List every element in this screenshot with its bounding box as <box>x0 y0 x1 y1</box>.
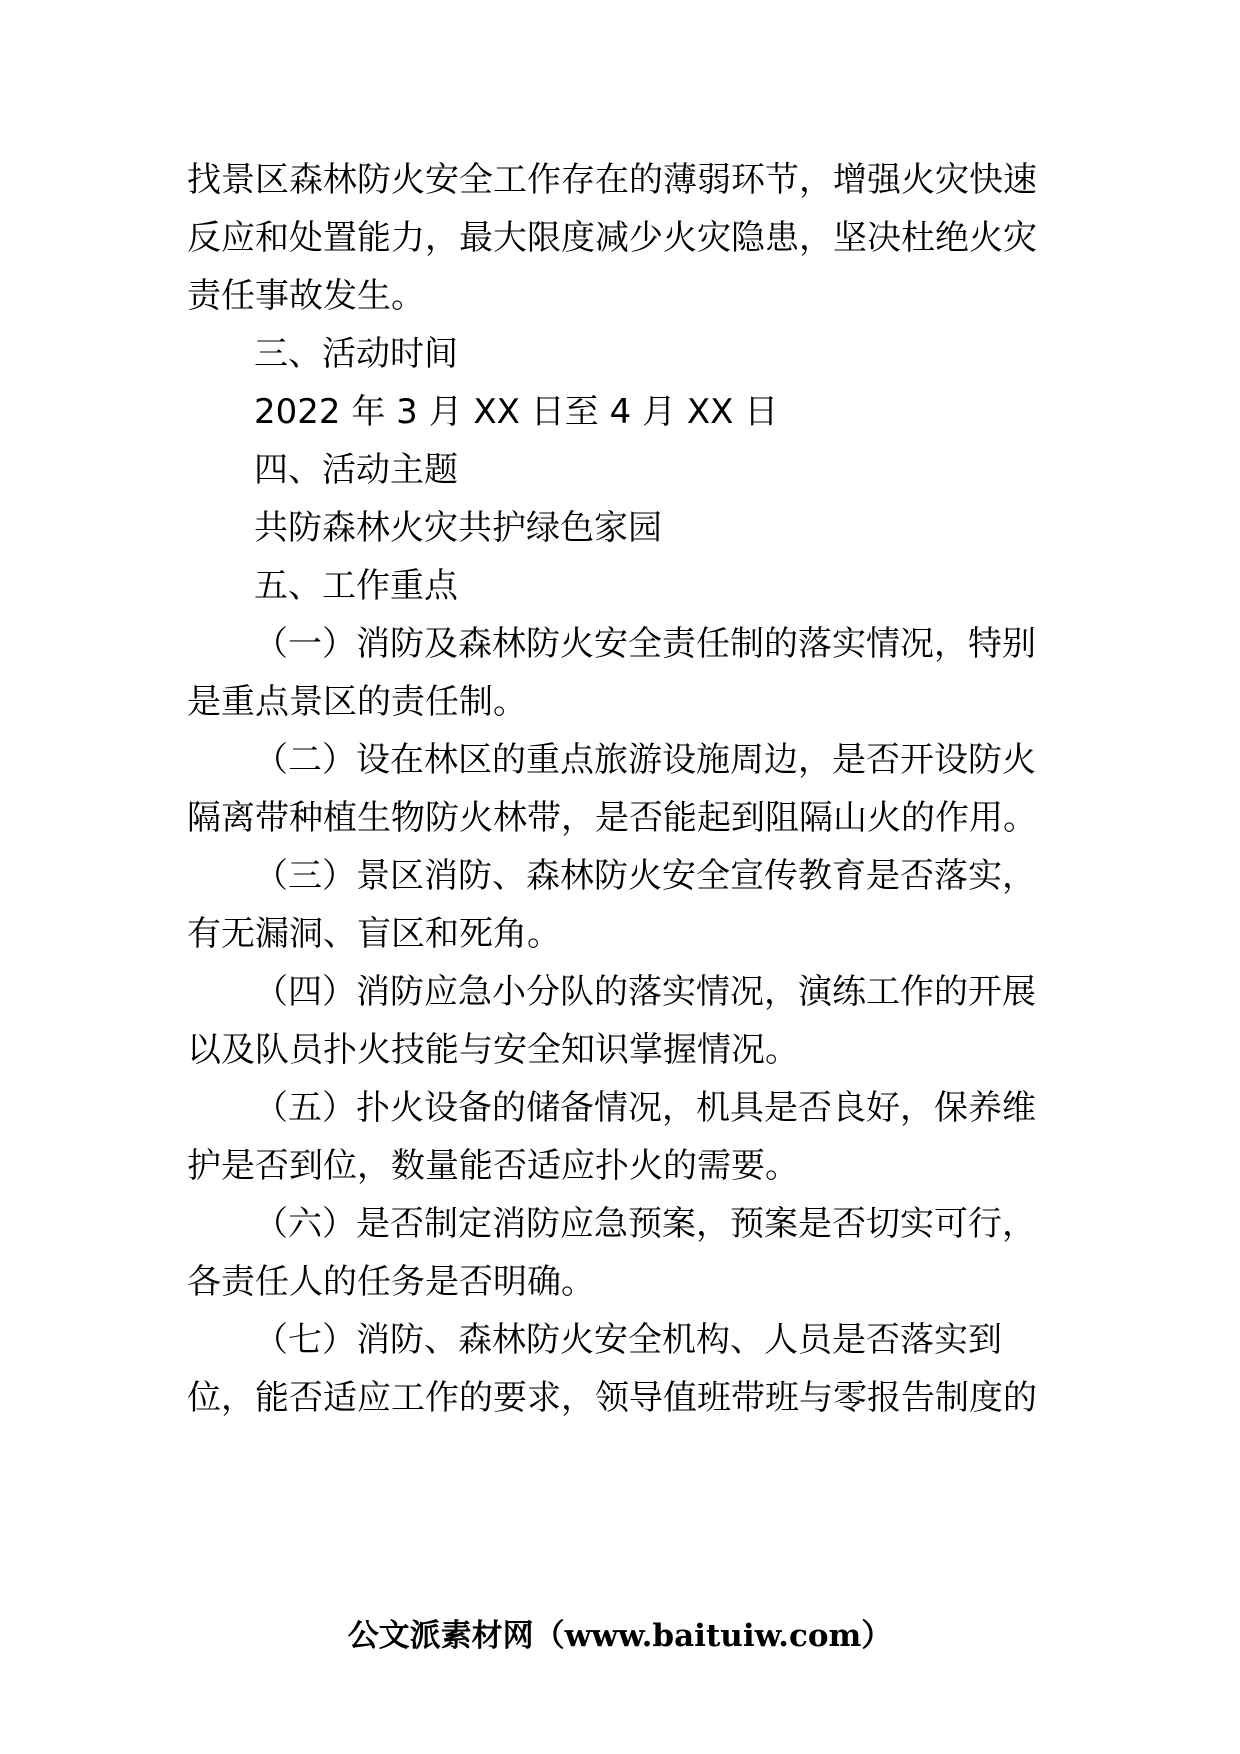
text-line: 位，能否适应工作的要求，领导值班带班与零报告制度的 <box>187 1378 1037 1418</box>
text-line: 四、活动主题 <box>254 450 458 490</box>
footer-watermark: 公文派素材网（www.baituiw.com） <box>347 1618 893 1654</box>
text-line: 反应和处置能力，最大限度减少火灾隐患，坚决杜绝火灾 <box>187 218 1037 258</box>
text-line: 各责任人的任务是否明确。 <box>187 1262 595 1302</box>
text-line: 三、活动时间 <box>254 334 458 374</box>
text-line: 2022 年 3 月 XX 日至 4 月 XX 日 <box>254 392 779 432</box>
text-line: 找景区森林防火安全工作存在的薄弱环节，增强火灾快速 <box>187 160 1037 200</box>
text-line: （三）景区消防、森林防火安全宣传教育是否落实， <box>254 856 1036 896</box>
text-line: （七）消防、森林防火安全机构、人员是否落实到 <box>254 1320 1002 1360</box>
text-line: （一）消防及森林防火安全责任制的落实情况，特别 <box>254 624 1036 664</box>
text-line: 共防森林火灾共护绿色家园 <box>254 508 662 548</box>
text-line: 有无漏洞、盲区和死角。 <box>187 914 561 954</box>
text-line: 护是否到位，数量能否适应扑火的需要。 <box>187 1146 799 1186</box>
text-line: （五）扑火设备的储备情况，机具是否良好，保养维 <box>254 1088 1036 1128</box>
text-line: （六）是否制定消防应急预案，预案是否切实可行， <box>254 1204 1036 1244</box>
text-line: （二）设在林区的重点旅游设施周边，是否开设防火 <box>254 740 1036 780</box>
text-line: 以及队员扑火技能与安全知识掌握情况。 <box>187 1030 799 1070</box>
text-line: （四）消防应急小分队的落实情况，演练工作的开展 <box>254 972 1036 1012</box>
text-line: 隔离带种植生物防火林带，是否能起到阻隔山火的作用。 <box>187 798 1037 838</box>
text-line: 五、工作重点 <box>254 566 458 606</box>
text-line: 是重点景区的责任制。 <box>187 682 527 722</box>
text-line: 责任事故发生。 <box>187 276 425 316</box>
